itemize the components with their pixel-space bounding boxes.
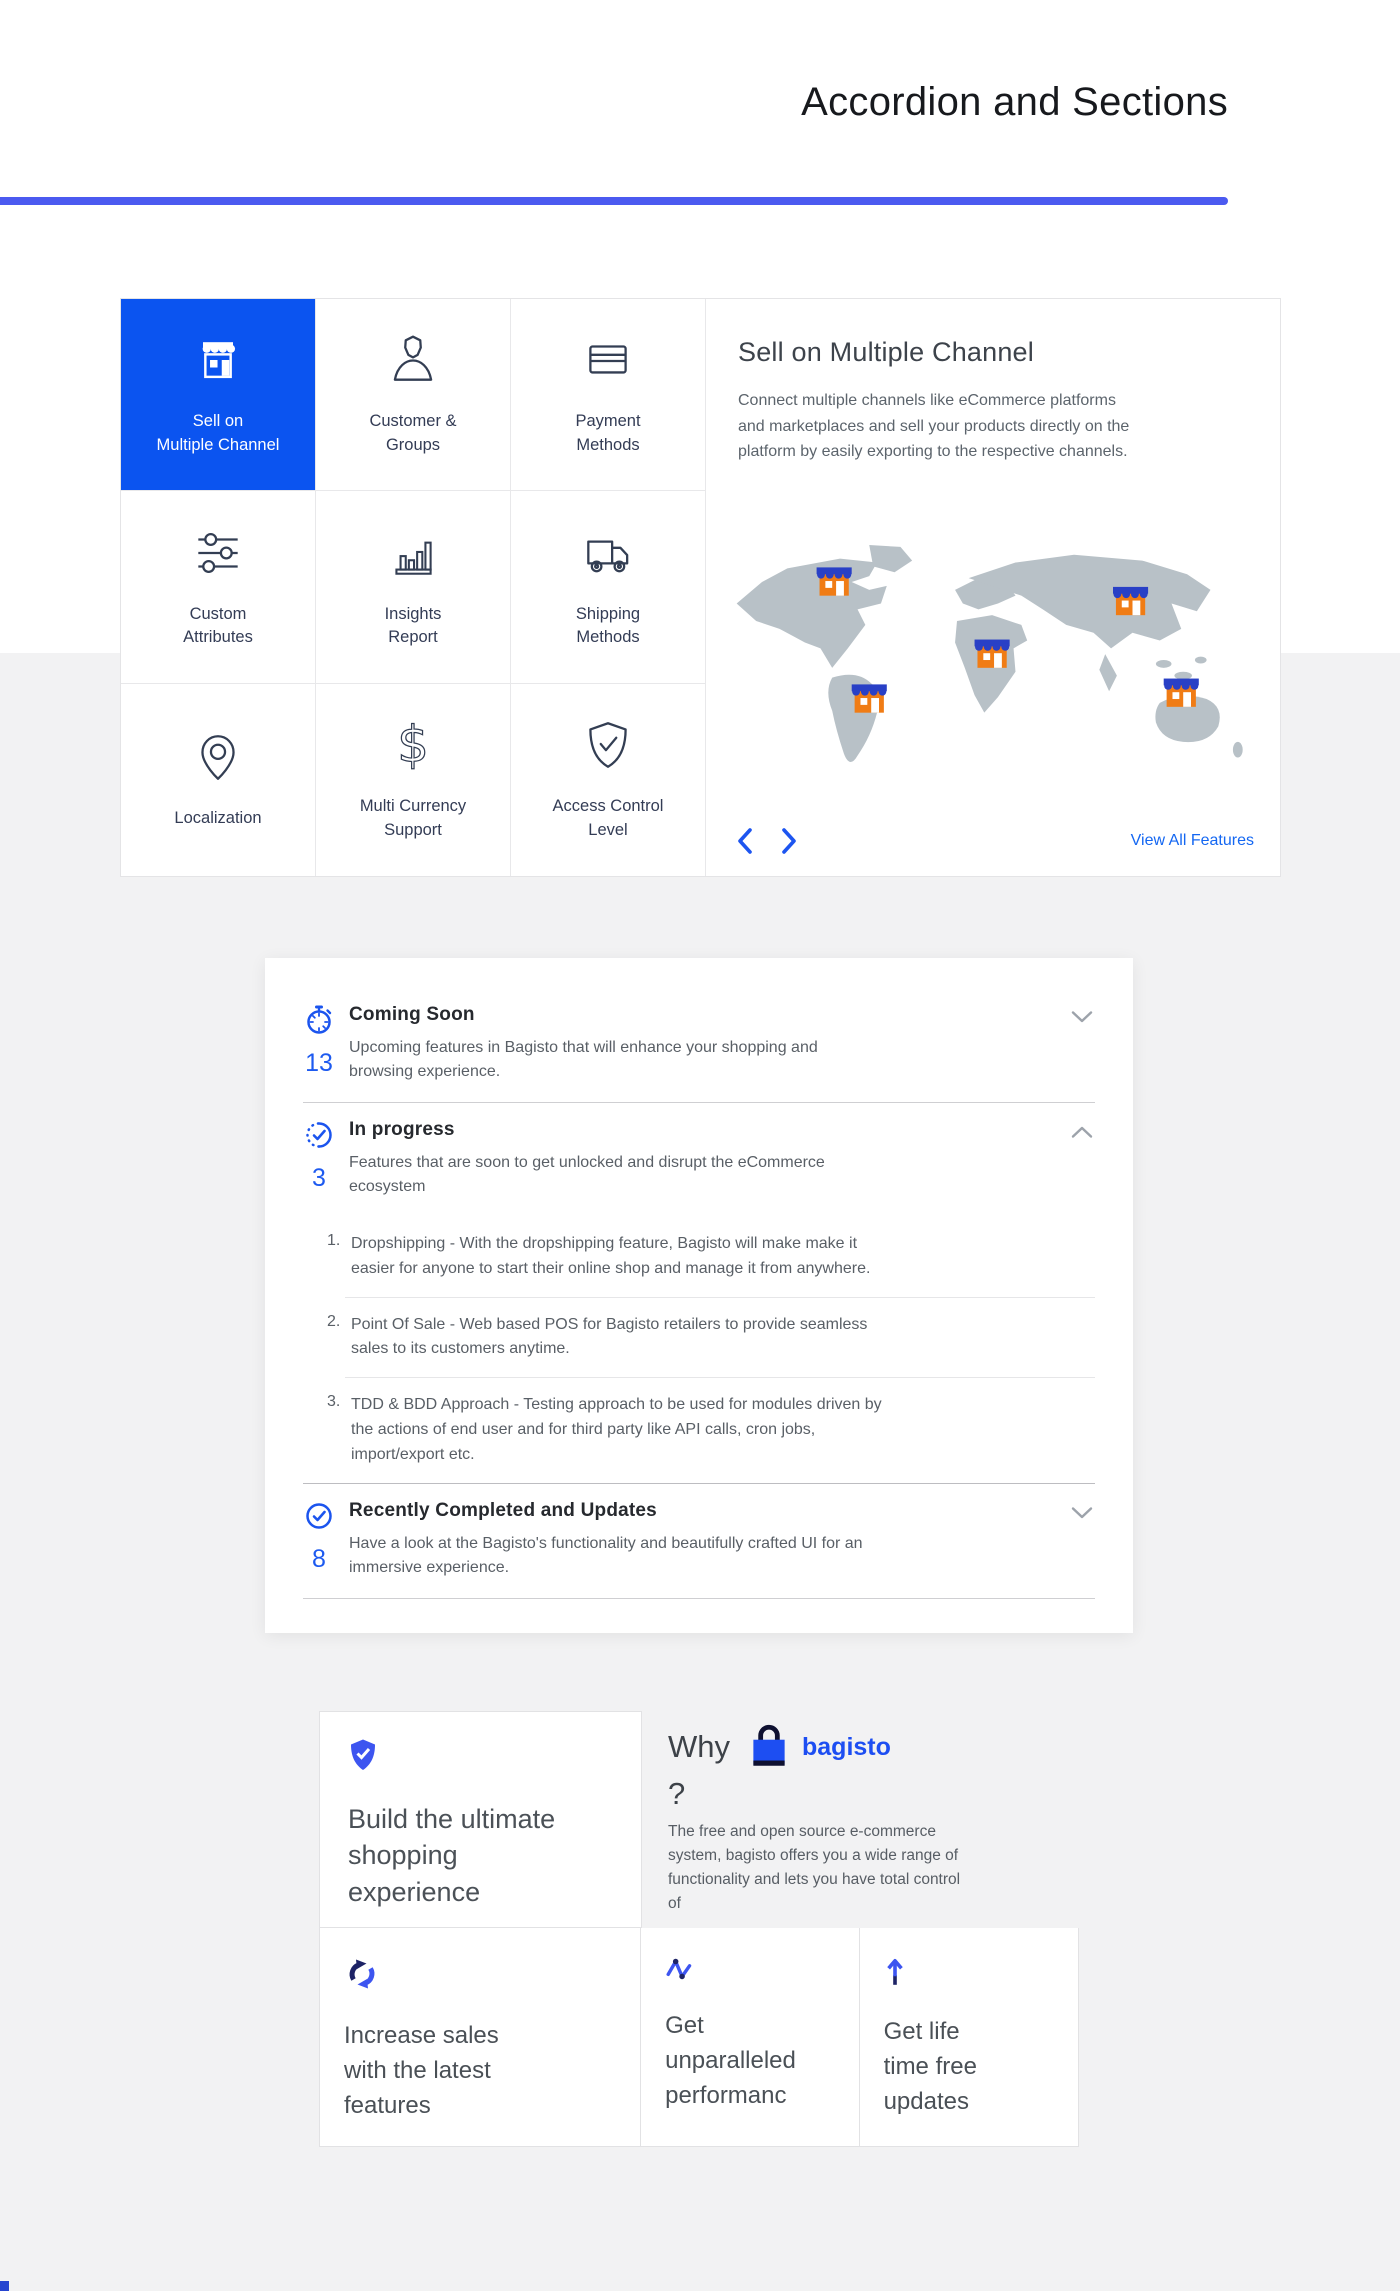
tile-customer-groups[interactable] [316, 299, 511, 491]
store-marker [975, 640, 1010, 668]
tile-label: Multi Currency Support [359, 797, 467, 840]
bar-chart-icon [384, 524, 442, 587]
user-icon [384, 331, 442, 394]
tile-multi-currency-support[interactable] [316, 684, 511, 876]
tile-label: Custom Attributes [183, 604, 253, 647]
progress-check-icon [303, 1119, 335, 1156]
store-marker [1113, 587, 1148, 615]
view-all-features-link[interactable]: View All Features [1130, 832, 1254, 849]
chevron-left-icon [735, 826, 755, 856]
why-word: Why [668, 1729, 730, 1764]
accordion-description: Features that are soon to get unlocked and disrupt the eCommerce ecosystem [349, 1154, 825, 1195]
tile-localization[interactable] [121, 684, 316, 876]
promo-card-increase-sales [320, 1928, 641, 2146]
promo-why-block [668, 1722, 1080, 1928]
chevron-down-icon[interactable] [1071, 1010, 1093, 1029]
chevron-up-icon[interactable] [1071, 1125, 1093, 1144]
feature-tile-grid [121, 299, 707, 876]
accordion-title: In progress [349, 1119, 455, 1140]
tile-custom-attributes[interactable] [121, 491, 316, 683]
tile-shipping-methods[interactable] [511, 491, 706, 683]
carousel-next-button[interactable] [779, 826, 799, 856]
accordion-title: Recently Completed and Updates [349, 1499, 657, 1521]
tile-sell-on-multiple-channel[interactable] [121, 299, 316, 491]
chevron-down-icon[interactable] [1071, 1506, 1093, 1525]
divider [303, 1598, 1095, 1599]
title-underline [0, 197, 1228, 205]
chevron-right-icon [779, 826, 799, 856]
tile-label: Payment Methods [575, 412, 641, 455]
tile-label: Access Control Level [552, 797, 664, 840]
shield-badge-icon [348, 1759, 378, 1776]
sliders-icon [189, 524, 247, 587]
tile-label: Customer & Groups [369, 412, 457, 455]
brand-wordmark: bagisto [802, 1732, 891, 1761]
tile-label: Sell on Multiple Channel [156, 412, 280, 455]
shield-check-icon [579, 716, 637, 779]
promo-card-title: Get unparalleled performanc [665, 2012, 796, 2109]
promo-build-title: Build the ultimate shopping experience [348, 1804, 556, 1907]
arrow-up-icon [884, 1975, 906, 1992]
dollar-icon [384, 716, 442, 779]
detail-description: Connect multiple channels like eCommerce platforms and marketplaces and sell your products directly on the platform by easily exporting to the respective channels. [738, 392, 1130, 461]
check-circle-icon [303, 1500, 335, 1537]
shopping-bag-icon [746, 1722, 792, 1772]
progress-entry: 1. Dropshipping - With the dropshipping feature, Bagisto will make make it easier for anyone to start their online shop and manage it from anywhere. [327, 1232, 871, 1277]
credit-card-icon [579, 331, 637, 394]
feature-detail-panel [707, 299, 1280, 876]
store-marker [1164, 679, 1199, 707]
bagisto-logo [746, 1722, 891, 1772]
tile-access-control-level[interactable] [511, 684, 706, 876]
promo-card-free-updates [860, 1928, 1078, 2146]
carousel-prev-button[interactable] [735, 826, 755, 856]
accordion-card [265, 958, 1133, 1633]
accordion-item-coming-soon[interactable] [303, 988, 1095, 1102]
promo-card-performance [641, 1928, 859, 2146]
world-map [723, 539, 1269, 783]
stopwatch-icon [303, 1004, 335, 1041]
promo-card-title: Increase sales with the latest features [344, 2022, 499, 2119]
accordion-description: Have a look at the Bagisto's functionality and beautifully crafted UI for an immersive experience. [349, 1534, 863, 1576]
store-marker [817, 567, 852, 595]
why-question-mark: ? [668, 1776, 686, 1811]
tile-insights-report[interactable] [316, 491, 511, 683]
tile-label: Shipping Methods [575, 604, 641, 647]
page-corner-accent [0, 2281, 9, 2291]
refresh-icon [344, 1979, 380, 1996]
carousel-nav [735, 826, 799, 856]
store-marker [852, 684, 887, 712]
tile-payment-methods[interactable] [511, 299, 706, 491]
storefront-icon [188, 331, 248, 394]
activity-icon [665, 1969, 697, 1986]
page-title: Accordion and Sections [801, 80, 1228, 124]
promo-card-row [319, 1928, 1079, 2147]
progress-entry: 3. TDD & BDD Approach - Testing approach to be used for modules driven by the actions of end user and for third party like API calls, cron jobs, import/export etc. [327, 1393, 882, 1463]
accordion-title: Coming Soon [349, 1004, 475, 1025]
tile-label: Insights Report [384, 604, 442, 647]
map-pin-icon [189, 728, 247, 791]
accordion-item-recently-completed[interactable] [303, 1484, 1095, 1598]
tile-label: Localization [174, 809, 262, 828]
promo-card-title: Get life time free updates [883, 2018, 977, 2115]
truck-icon [579, 524, 637, 587]
coming-soon-count: 13 [305, 1049, 333, 1077]
accordion-item-in-progress[interactable] [303, 1103, 1095, 1217]
in-progress-count: 3 [312, 1164, 326, 1192]
recently-completed-count: 8 [312, 1544, 326, 1573]
promo-build-card [319, 1711, 642, 1928]
svg-text:$: $ [397, 716, 429, 774]
accordion-description: Upcoming features in Bagisto that will enhance your shopping and browsing experience. [349, 1039, 818, 1080]
detail-title: Sell on Multiple Channel [738, 337, 1034, 367]
why-description: The free and open source e-commerce system, bagisto offers you a wide range of functionality and lets you have total control of [668, 1823, 961, 1913]
feature-panel [120, 298, 1281, 877]
progress-entry: 2. Point Of Sale - Web based POS for Bagisto retailers to provide seamless sales to its customers anytime. [327, 1312, 868, 1358]
